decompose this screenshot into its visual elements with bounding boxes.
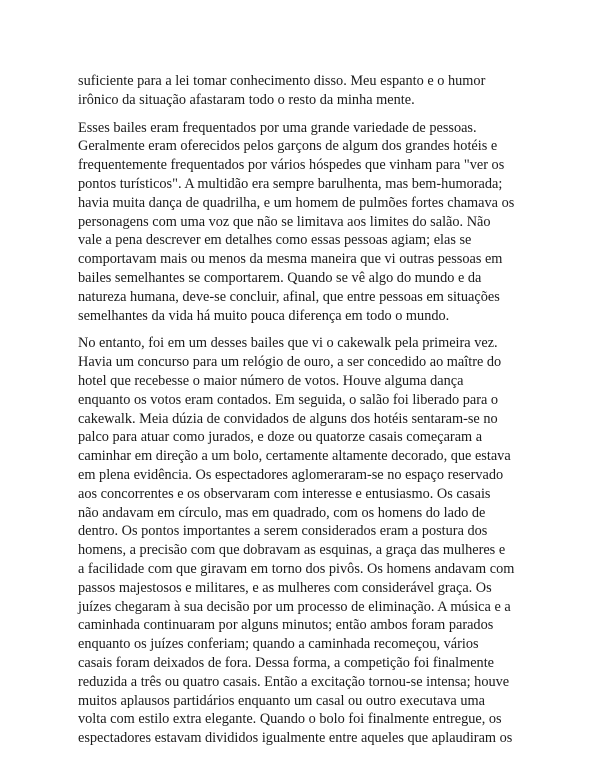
text-line: hotel que recebesse o maior número de votos. Houve alguma dança	[78, 372, 464, 389]
text-line: caminhada continuaram por alguns minutos; então ambos foram parados	[78, 617, 494, 634]
text-line: enquanto os juízes conferiam; quando a caminhada recomeçou, vários	[78, 636, 479, 653]
text-line: bailes semelhantes se comportarem. Quando se vê algo do mundo e da	[78, 269, 482, 286]
text-line: personagens com uma voz que não se limitava aos limites do salão. Não	[78, 213, 491, 230]
text-line: comportavam mais ou menos da mesma maneira que vi outras pessoas em	[78, 251, 503, 268]
text-line: Havia um concurso para um relógio de ouro, a ser concedido ao maître do	[78, 354, 502, 371]
body-text	[78, 72, 524, 748]
text-line: caminhar em direção a um bolo, certamente altamente decorado, que estava	[78, 448, 511, 465]
text-line: cakewalk. Meia dúzia de convidados de alguns dos hotéis sentaram-se no	[78, 410, 498, 427]
text-line: vale a pena descrever em detalhes como essas pessoas agiam; elas se	[78, 232, 472, 249]
text-line: não andavam em círculo, mas em quadrado, com os homens do lado de	[78, 504, 486, 521]
text-line: em plena evidência. Os espectadores aglomeraram-se no espaço reservado	[78, 466, 504, 483]
text-line: Esses bailes eram frequentados por uma grande variedade de pessoas.	[78, 119, 477, 136]
paragraph-2	[78, 119, 524, 326]
text-line: espectadores estavam divididos igualmente entre aqueles que aplaudiram os	[78, 730, 513, 747]
text-line: natureza humana, deve-se concluir, afinal, que entre pessoas em situações	[78, 288, 500, 305]
text-line: Geralmente eram oferecidos pelos garçons de algum dos grandes hotéis e	[78, 138, 498, 155]
text-line: casais foram deixados de fora. Dessa forma, a competição foi finalmente	[78, 654, 495, 671]
text-line: frequentemente frequentados por vários hóspedes que vinham para "ver os	[78, 157, 505, 174]
text-line: semelhantes da vida há muito pouca diferença em todo o mundo.	[78, 307, 450, 324]
text-line: homens, a precisão com que dobravam as esquinas, a graça das mulheres e	[78, 542, 506, 559]
paragraph-3	[78, 334, 524, 748]
text-line: passos majestosos e militares, e as mulheres com considerável graça. Os	[78, 579, 492, 596]
text-line: enquanto os votos eram contados. Em seguida, o salão foi liberado para o	[78, 391, 499, 408]
text-line: irônico da situação afastaram todo o resto da minha mente.	[78, 91, 415, 108]
text-line: havia muita dança de quadrilha, e um homem de pulmões fortes chamava os	[78, 194, 515, 211]
text-line: muitos aplausos partidários enquanto um casal ou outro executava uma	[78, 692, 485, 709]
text-line: volta com estilo extra elegante. Quando o bolo foi finalmente entregue, os	[78, 711, 502, 728]
paragraph-1	[78, 72, 524, 110]
text-line: reduzida a três ou quatro casais. Então a excitação tornou-se intensa; houve	[78, 673, 510, 690]
text-line: aos concorrentes e os observaram com interesse e entusiasmo. Os casais	[78, 485, 491, 502]
text-line: palco para atuar como jurados, e doze ou quatorze casais começaram a	[78, 429, 483, 446]
text-line: No entanto, foi em um desses bailes que vi o cakewalk pela primeira vez.	[78, 335, 498, 352]
text-line: pontos turísticos". A multidão era sempre barulhenta, mas bem-humorada;	[78, 175, 503, 192]
text-line: suficiente para a lei tomar conhecimento disso. Meu espanto e o humor	[78, 73, 486, 89]
text-line: a facilidade com que giravam em torno dos pivôs. Os homens andavam com	[78, 560, 515, 577]
text-line: juízes chegaram à sua decisão por um processo de eliminação. A música e a	[78, 598, 511, 615]
text-line: dentro. Os pontos importantes a serem considerados eram a postura dos	[78, 523, 488, 540]
